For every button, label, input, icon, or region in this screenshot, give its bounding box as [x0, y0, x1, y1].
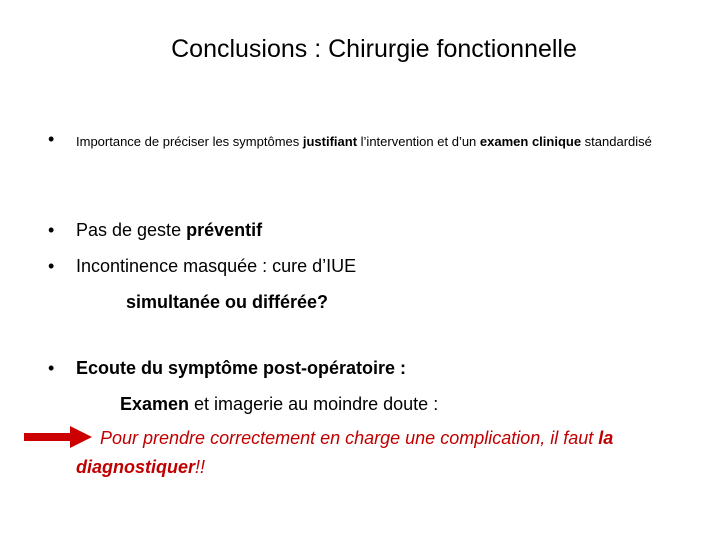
bold-segment: justifiant — [302, 134, 358, 149]
bullet-text: Incontinence masquée : cure d’IUE — [76, 256, 357, 276]
bold-segment: Ecoute du symptôme post-opératoire : — [76, 358, 407, 378]
text-segment: !! — [195, 457, 206, 477]
bold-segment: préventif — [186, 220, 263, 240]
bullet-continuation — [120, 389, 438, 419]
bullet-dot-icon: • — [48, 129, 55, 149]
conclusion-text — [76, 424, 676, 482]
text-segment: Pour prendre correctement en charge une complication, il faut — [100, 428, 599, 448]
bullet-dot-icon: • — [48, 358, 55, 378]
bold-segment: examen clinique — [479, 134, 582, 149]
bullet-text — [76, 353, 688, 383]
text-segment: l’intervention et d’un — [357, 134, 480, 149]
bullet-text — [76, 215, 688, 245]
bullet-text — [76, 131, 688, 153]
bullet-dot-icon: • — [48, 256, 55, 276]
bullet-dot-icon: • — [48, 220, 55, 240]
bold-segment: Examen — [120, 394, 190, 414]
text-segment: Importance de préciser les symptômes — [76, 134, 303, 149]
text-segment: Pas de geste — [76, 220, 187, 240]
slide-title: Conclusions : Chirurgie fonctionnelle — [171, 35, 577, 63]
bullet-continuation: simultanée ou différée? — [126, 292, 329, 312]
bold-segment: la diagnostiquer — [76, 428, 614, 477]
text-segment: standardisé — [581, 134, 652, 149]
text-segment: et imagerie au moindre doute : — [189, 394, 439, 414]
